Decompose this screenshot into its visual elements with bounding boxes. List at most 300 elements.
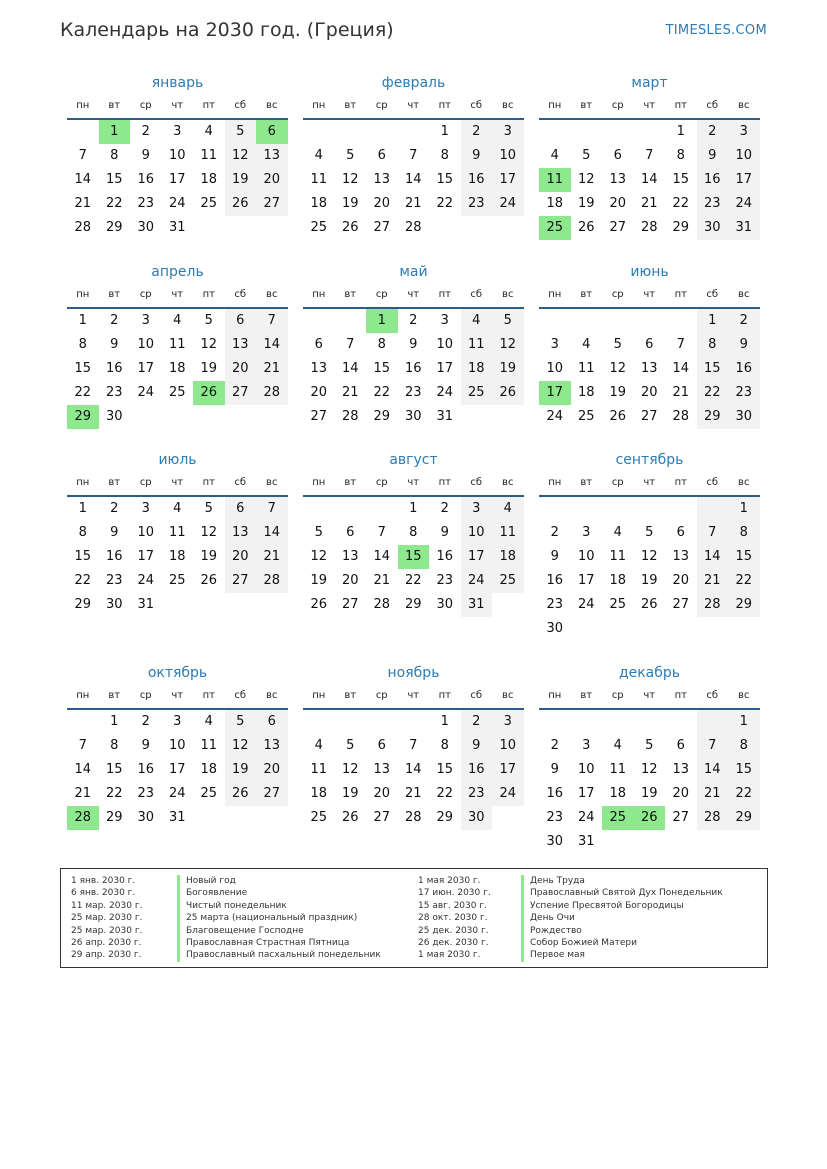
day-cell[interactable]: 12 [609,361,627,376]
day-cell[interactable]: 13 [672,762,690,777]
day-cell[interactable]: 29 [728,593,760,617]
day-cell[interactable]: 27 [225,381,257,405]
day-cell[interactable]: 20 [609,196,627,211]
day-cell[interactable]: 29 [404,597,422,612]
day-cell[interactable]: 7 [377,525,386,540]
day-cell[interactable]: 23 [105,573,123,588]
day-cell[interactable]: 9 [461,734,493,758]
day-cell[interactable]: 9 [697,144,729,168]
day-cell[interactable]: 7 [346,337,355,352]
day-cell[interactable]: 6 [676,738,685,753]
day-cell[interactable]: 30 [105,409,123,424]
day-cell[interactable]: 9 [110,337,119,352]
day-cell[interactable]: 15 [398,545,430,569]
day-cell[interactable]: 10 [577,549,595,564]
day-cell[interactable]: 3 [173,124,182,139]
day-cell[interactable]: 10 [137,525,155,540]
day-cell[interactable]: 1 [440,714,449,729]
day-cell[interactable]: 20 [672,786,690,801]
day-cell[interactable]: 14 [404,762,422,777]
day-cell[interactable]: 17 [461,545,493,569]
day-cell[interactable]: 28 [404,810,422,825]
day-cell[interactable]: 18 [546,196,564,211]
day-cell[interactable]: 19 [577,196,595,211]
day-cell[interactable]: 10 [137,337,155,352]
day-cell[interactable]: 11 [461,333,493,357]
day-cell[interactable]: 15 [697,357,729,381]
day-cell[interactable]: 2 [141,714,150,729]
day-cell[interactable]: 12 [200,337,218,352]
day-cell[interactable]: 28 [74,220,92,235]
day-cell[interactable]: 2 [409,313,418,328]
day-cell[interactable]: 22 [697,381,729,405]
day-cell[interactable]: 12 [225,734,257,758]
day-cell[interactable]: 18 [310,196,328,211]
day-cell[interactable]: 20 [373,196,391,211]
day-cell[interactable]: 8 [110,738,119,753]
day-cell[interactable]: 28 [373,597,391,612]
day-cell[interactable]: 21 [74,196,92,211]
day-cell[interactable]: 1 [78,501,87,516]
day-cell[interactable]: 22 [436,196,454,211]
day-cell[interactable]: 8 [78,337,87,352]
day-cell[interactable]: 12 [640,549,658,564]
day-cell[interactable]: 12 [341,762,359,777]
day-cell[interactable]: 25 [200,786,218,801]
day-cell[interactable]: 5 [204,313,213,328]
day-cell[interactable]: 24 [168,196,186,211]
day-cell[interactable]: 26 [310,597,328,612]
day-cell[interactable]: 7 [645,148,654,163]
day-cell[interactable]: 17 [577,786,595,801]
day-cell[interactable]: 13 [373,762,391,777]
day-cell[interactable]: 31 [168,220,186,235]
day-cell[interactable]: 9 [550,762,559,777]
day-cell[interactable]: 18 [168,549,186,564]
day-cell[interactable]: 4 [204,124,213,139]
day-cell[interactable]: 1 [99,120,131,144]
day-cell[interactable]: 22 [74,385,92,400]
day-cell[interactable]: 1 [440,124,449,139]
day-cell[interactable]: 25 [310,220,328,235]
day-cell[interactable]: 5 [613,337,622,352]
day-cell[interactable]: 30 [546,621,564,636]
day-cell[interactable]: 27 [672,810,690,825]
day-cell[interactable]: 19 [225,758,257,782]
day-cell[interactable]: 26 [341,220,359,235]
day-cell[interactable]: 3 [728,120,760,144]
day-cell[interactable]: 30 [137,810,155,825]
day-cell[interactable]: 30 [404,409,422,424]
day-cell[interactable]: 2 [141,124,150,139]
day-cell[interactable]: 26 [640,597,658,612]
day-cell[interactable]: 13 [256,734,288,758]
day-cell[interactable]: 29 [373,409,391,424]
day-cell[interactable]: 6 [225,309,257,333]
day-cell[interactable]: 12 [577,172,595,187]
day-cell[interactable]: 9 [440,525,449,540]
day-cell[interactable]: 29 [67,405,99,429]
day-cell[interactable]: 25 [310,810,328,825]
day-cell[interactable]: 21 [640,196,658,211]
day-cell[interactable]: 26 [634,806,666,830]
day-cell[interactable]: 11 [492,521,524,545]
day-cell[interactable]: 30 [546,834,564,849]
day-cell[interactable]: 13 [640,361,658,376]
day-cell[interactable]: 11 [609,549,627,564]
day-cell[interactable]: 10 [546,361,564,376]
day-cell[interactable]: 28 [341,409,359,424]
day-cell[interactable]: 1 [366,309,398,333]
day-cell[interactable]: 29 [697,405,729,429]
day-cell[interactable]: 14 [74,172,92,187]
day-cell[interactable]: 20 [256,168,288,192]
day-cell[interactable]: 22 [436,786,454,801]
day-cell[interactable]: 13 [373,172,391,187]
day-cell[interactable]: 2 [550,525,559,540]
day-cell[interactable]: 2 [440,501,449,516]
day-cell[interactable]: 27 [310,409,328,424]
day-cell[interactable]: 19 [492,357,524,381]
day-cell[interactable]: 14 [697,545,729,569]
day-cell[interactable]: 27 [256,782,288,806]
day-cell[interactable]: 15 [74,361,92,376]
day-cell[interactable]: 12 [225,144,257,168]
day-cell[interactable]: 13 [256,144,288,168]
day-cell[interactable]: 7 [697,734,729,758]
day-cell[interactable]: 19 [200,361,218,376]
day-cell[interactable]: 20 [225,357,257,381]
day-cell[interactable]: 18 [200,762,218,777]
day-cell[interactable]: 5 [314,525,323,540]
day-cell[interactable]: 13 [310,361,328,376]
day-cell[interactable]: 17 [436,361,454,376]
day-cell[interactable]: 5 [492,309,524,333]
day-cell[interactable]: 24 [577,810,595,825]
day-cell[interactable]: 14 [256,333,288,357]
day-cell[interactable]: 30 [461,806,493,830]
day-cell[interactable]: 26 [341,810,359,825]
day-cell[interactable]: 27 [672,597,690,612]
day-cell[interactable]: 24 [492,192,524,216]
day-cell[interactable]: 3 [440,313,449,328]
day-cell[interactable]: 3 [550,337,559,352]
day-cell[interactable]: 17 [137,549,155,564]
day-cell[interactable]: 4 [461,309,493,333]
day-cell[interactable]: 7 [256,497,288,521]
day-cell[interactable]: 4 [582,337,591,352]
day-cell[interactable]: 9 [110,525,119,540]
day-cell[interactable]: 27 [373,220,391,235]
day-cell[interactable]: 28 [697,806,729,830]
day-cell[interactable]: 19 [225,168,257,192]
day-cell[interactable]: 8 [728,521,760,545]
day-cell[interactable]: 2 [728,309,760,333]
day-cell[interactable]: 14 [256,521,288,545]
day-cell[interactable]: 4 [613,525,622,540]
day-cell[interactable]: 25 [539,216,571,240]
day-cell[interactable]: 23 [461,782,493,806]
day-cell[interactable]: 23 [728,381,760,405]
day-cell[interactable]: 8 [728,734,760,758]
day-cell[interactable]: 22 [74,573,92,588]
day-cell[interactable]: 21 [373,573,391,588]
day-cell[interactable]: 9 [409,337,418,352]
day-cell[interactable]: 30 [137,220,155,235]
day-cell[interactable]: 19 [200,549,218,564]
day-cell[interactable]: 16 [546,573,564,588]
day-cell[interactable]: 18 [609,786,627,801]
day-cell[interactable]: 16 [461,168,493,192]
day-cell[interactable]: 15 [672,172,690,187]
day-cell[interactable]: 14 [404,172,422,187]
day-cell[interactable]: 21 [341,385,359,400]
day-cell[interactable]: 22 [105,786,123,801]
day-cell[interactable]: 21 [74,786,92,801]
day-cell[interactable]: 24 [577,597,595,612]
day-cell[interactable]: 24 [137,573,155,588]
day-cell[interactable]: 8 [440,738,449,753]
day-cell[interactable]: 15 [105,172,123,187]
day-cell[interactable]: 30 [728,405,760,429]
day-cell[interactable]: 24 [492,782,524,806]
day-cell[interactable]: 20 [341,573,359,588]
day-cell[interactable]: 20 [672,573,690,588]
day-cell[interactable]: 27 [609,220,627,235]
day-cell[interactable]: 31 [461,593,493,617]
day-cell[interactable]: 20 [225,545,257,569]
day-cell[interactable]: 15 [436,172,454,187]
day-cell[interactable]: 15 [105,762,123,777]
day-cell[interactable]: 30 [697,216,729,240]
day-cell[interactable]: 8 [676,148,685,163]
day-cell[interactable]: 3 [173,714,182,729]
day-cell[interactable]: 1 [409,501,418,516]
day-cell[interactable]: 25 [168,385,186,400]
day-cell[interactable]: 4 [173,313,182,328]
day-cell[interactable]: 31 [577,834,595,849]
day-cell[interactable]: 13 [225,521,257,545]
day-cell[interactable]: 16 [436,549,454,564]
day-cell[interactable]: 14 [341,361,359,376]
day-cell[interactable]: 8 [440,148,449,163]
day-cell[interactable]: 17 [577,573,595,588]
day-cell[interactable]: 31 [728,216,760,240]
day-cell[interactable]: 28 [256,381,288,405]
day-cell[interactable]: 21 [697,569,729,593]
day-cell[interactable]: 28 [640,220,658,235]
day-cell[interactable]: 2 [110,313,119,328]
day-cell[interactable]: 26 [577,220,595,235]
day-cell[interactable]: 20 [310,385,328,400]
day-cell[interactable]: 25 [168,573,186,588]
day-cell[interactable]: 16 [137,172,155,187]
day-cell[interactable]: 15 [373,361,391,376]
day-cell[interactable]: 16 [728,357,760,381]
day-cell[interactable]: 28 [67,806,99,830]
day-cell[interactable]: 6 [314,337,323,352]
day-cell[interactable]: 14 [697,758,729,782]
day-cell[interactable]: 11 [539,168,571,192]
day-cell[interactable]: 6 [613,148,622,163]
day-cell[interactable]: 10 [492,734,524,758]
day-cell[interactable]: 2 [110,501,119,516]
day-cell[interactable]: 1 [676,124,685,139]
day-cell[interactable]: 29 [436,810,454,825]
day-cell[interactable]: 18 [609,573,627,588]
day-cell[interactable]: 4 [613,738,622,753]
day-cell[interactable]: 17 [728,168,760,192]
day-cell[interactable]: 29 [672,220,690,235]
day-cell[interactable]: 20 [373,786,391,801]
day-cell[interactable]: 10 [728,144,760,168]
day-cell[interactable]: 19 [640,573,658,588]
day-cell[interactable]: 18 [310,786,328,801]
day-cell[interactable]: 23 [404,385,422,400]
day-cell[interactable]: 17 [168,762,186,777]
day-cell[interactable]: 28 [256,569,288,593]
day-cell[interactable]: 16 [461,758,493,782]
day-cell[interactable]: 10 [436,337,454,352]
day-cell[interactable]: 19 [609,385,627,400]
day-cell[interactable]: 9 [141,148,150,163]
day-cell[interactable]: 19 [310,573,328,588]
day-cell[interactable]: 27 [341,597,359,612]
day-cell[interactable]: 7 [697,521,729,545]
day-cell[interactable]: 29 [728,806,760,830]
day-cell[interactable]: 22 [672,196,690,211]
day-cell[interactable]: 15 [436,762,454,777]
day-cell[interactable]: 17 [492,168,524,192]
day-cell[interactable]: 23 [697,192,729,216]
day-cell[interactable]: 6 [676,525,685,540]
day-cell[interactable]: 11 [310,172,328,187]
day-cell[interactable]: 31 [137,597,155,612]
day-cell[interactable]: 28 [672,409,690,424]
day-cell[interactable]: 11 [200,148,218,163]
day-cell[interactable]: 2 [461,120,493,144]
day-cell[interactable]: 23 [461,192,493,216]
day-cell[interactable]: 22 [728,569,760,593]
day-cell[interactable]: 16 [697,168,729,192]
day-cell[interactable]: 1 [110,714,119,729]
day-cell[interactable]: 26 [225,192,257,216]
day-cell[interactable]: 25 [492,569,524,593]
day-cell[interactable]: 14 [672,361,690,376]
day-cell[interactable]: 25 [577,409,595,424]
day-cell[interactable]: 28 [404,220,422,235]
day-cell[interactable]: 25 [200,196,218,211]
day-cell[interactable]: 14 [74,762,92,777]
day-cell[interactable]: 28 [697,593,729,617]
day-cell[interactable]: 14 [640,172,658,187]
day-cell[interactable]: 18 [492,545,524,569]
day-cell[interactable]: 6 [645,337,654,352]
day-cell[interactable]: 24 [728,192,760,216]
day-cell[interactable]: 21 [404,786,422,801]
day-cell[interactable]: 2 [550,738,559,753]
day-cell[interactable]: 27 [225,569,257,593]
day-cell[interactable]: 3 [582,525,591,540]
day-cell[interactable]: 15 [728,545,760,569]
day-cell[interactable]: 12 [492,333,524,357]
day-cell[interactable]: 18 [577,385,595,400]
brand-link[interactable]: TIMESLES.COM [665,23,767,38]
day-cell[interactable]: 11 [168,525,186,540]
day-cell[interactable]: 4 [204,714,213,729]
day-cell[interactable]: 26 [225,782,257,806]
day-cell[interactable]: 20 [256,758,288,782]
day-cell[interactable]: 8 [78,525,87,540]
day-cell[interactable]: 25 [609,597,627,612]
day-cell[interactable]: 11 [168,337,186,352]
day-cell[interactable]: 12 [341,172,359,187]
day-cell[interactable]: 20 [640,385,658,400]
day-cell[interactable]: 21 [697,782,729,806]
day-cell[interactable]: 22 [105,196,123,211]
day-cell[interactable]: 5 [225,120,257,144]
day-cell[interactable]: 16 [546,786,564,801]
day-cell[interactable]: 7 [78,148,87,163]
day-cell[interactable]: 8 [697,333,729,357]
day-cell[interactable]: 24 [168,786,186,801]
day-cell[interactable]: 26 [193,381,225,405]
day-cell[interactable]: 7 [256,309,288,333]
day-cell[interactable]: 6 [346,525,355,540]
day-cell[interactable]: 10 [168,148,186,163]
day-cell[interactable]: 2 [697,120,729,144]
day-cell[interactable]: 13 [609,172,627,187]
day-cell[interactable]: 16 [105,361,123,376]
day-cell[interactable]: 23 [436,573,454,588]
day-cell[interactable]: 24 [546,409,564,424]
day-cell[interactable]: 8 [110,148,119,163]
day-cell[interactable]: 12 [640,762,658,777]
day-cell[interactable]: 3 [582,738,591,753]
day-cell[interactable]: 9 [550,549,559,564]
day-cell[interactable]: 23 [546,810,564,825]
day-cell[interactable]: 22 [728,782,760,806]
day-cell[interactable]: 17 [539,381,571,405]
day-cell[interactable]: 30 [436,597,454,612]
day-cell[interactable]: 1 [728,710,760,734]
day-cell[interactable]: 26 [200,573,218,588]
day-cell[interactable]: 31 [436,409,454,424]
day-cell[interactable]: 31 [168,810,186,825]
day-cell[interactable]: 11 [609,762,627,777]
day-cell[interactable]: 10 [168,738,186,753]
day-cell[interactable]: 12 [200,525,218,540]
day-cell[interactable]: 1 [78,313,87,328]
day-cell[interactable]: 16 [137,762,155,777]
day-cell[interactable]: 18 [461,357,493,381]
day-cell[interactable]: 23 [137,786,155,801]
day-cell[interactable]: 9 [141,738,150,753]
day-cell[interactable]: 27 [640,409,658,424]
day-cell[interactable]: 11 [577,361,595,376]
day-cell[interactable]: 25 [602,806,634,830]
day-cell[interactable]: 2 [461,710,493,734]
day-cell[interactable]: 3 [492,120,524,144]
day-cell[interactable]: 13 [225,333,257,357]
day-cell[interactable]: 23 [105,385,123,400]
day-cell[interactable]: 21 [256,357,288,381]
day-cell[interactable]: 6 [377,148,386,163]
day-cell[interactable]: 8 [377,337,386,352]
day-cell[interactable]: 1 [697,309,729,333]
day-cell[interactable]: 4 [550,148,559,163]
day-cell[interactable]: 3 [492,710,524,734]
